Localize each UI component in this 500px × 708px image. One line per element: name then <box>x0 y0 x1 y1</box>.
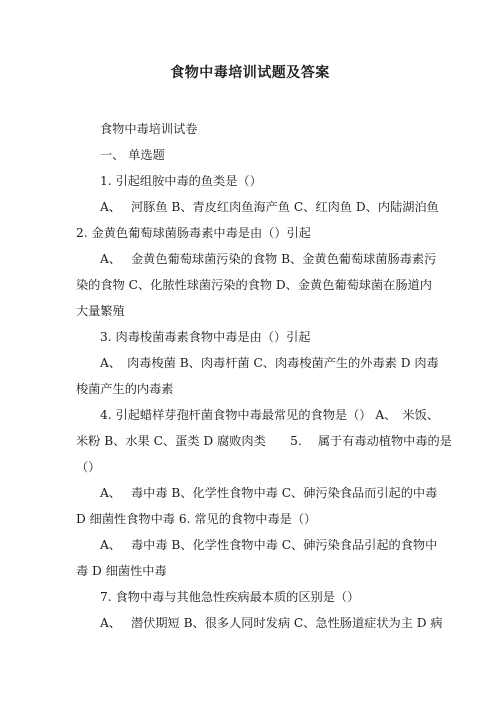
text-line: 1. 引起组胺中毒的鱼类是（） <box>100 174 262 188</box>
text-line: 大量繁殖 <box>76 304 125 318</box>
text-line: A、 毒中毒 B、化学性食物中毒 C、砷污染食品而引起的中毒 <box>100 486 438 500</box>
text-line: 染的食物 C、化脓性球菌污染的食物 D、金黄色葡萄球菌在肠道内 <box>76 278 432 292</box>
text-line: A、 毒中毒 B、化学性食物中毒 C、砷污染食品引起的食物中 <box>100 538 438 552</box>
text-line: A、 潜伏期短 B、很多人同时发病 C、急性肠道症状为主 D 病 <box>100 616 443 630</box>
document-title: 食物中毒培训试题及答案 <box>170 65 330 81</box>
text-line: 梭菌产生的内毒素 <box>76 382 174 396</box>
document-body <box>76 116 452 636</box>
text-line: 2. 金黄色葡萄球菌肠毒素中毒是由（）引起 <box>76 226 311 240</box>
text-line: D 细菌性食物中毒 6. 常见的食物中毒是（） <box>76 512 317 526</box>
text-line: 食物中毒培训试卷 <box>100 122 198 136</box>
text-line: 4. 引起蜡样芽孢杆菌食物中毒最常见的食物是（） A、 米饭、 <box>100 408 439 422</box>
text-line: 3. 肉毒梭菌毒素食物中毒是由（）引起 <box>100 330 311 344</box>
text-line: A、 河豚鱼 B、青皮红肉鱼海产鱼 C、红肉鱼 D、内陆湖泊鱼 <box>100 200 439 214</box>
text-line: 毒 D 细菌性中毒 <box>76 564 167 578</box>
text-line: （） <box>76 460 101 474</box>
text-line: A、 金黄色葡萄球菌污染的食物 B、金黄色葡萄球菌肠毒素污 <box>100 252 437 266</box>
text-line: 7. 食物中毒与其他急性疾病最本质的区别是（） <box>100 590 360 604</box>
text-line: A、 肉毒梭菌 B、肉毒杆菌 C、肉毒梭菌产生的外毒素 D 肉毒 <box>100 356 439 370</box>
text-line: 一、 单选题 <box>100 148 165 162</box>
text-line: 米粉 B、水果 C、蛋类 D 腐败肉类 5. 属于有毒动植物中毒的是 <box>76 434 452 448</box>
